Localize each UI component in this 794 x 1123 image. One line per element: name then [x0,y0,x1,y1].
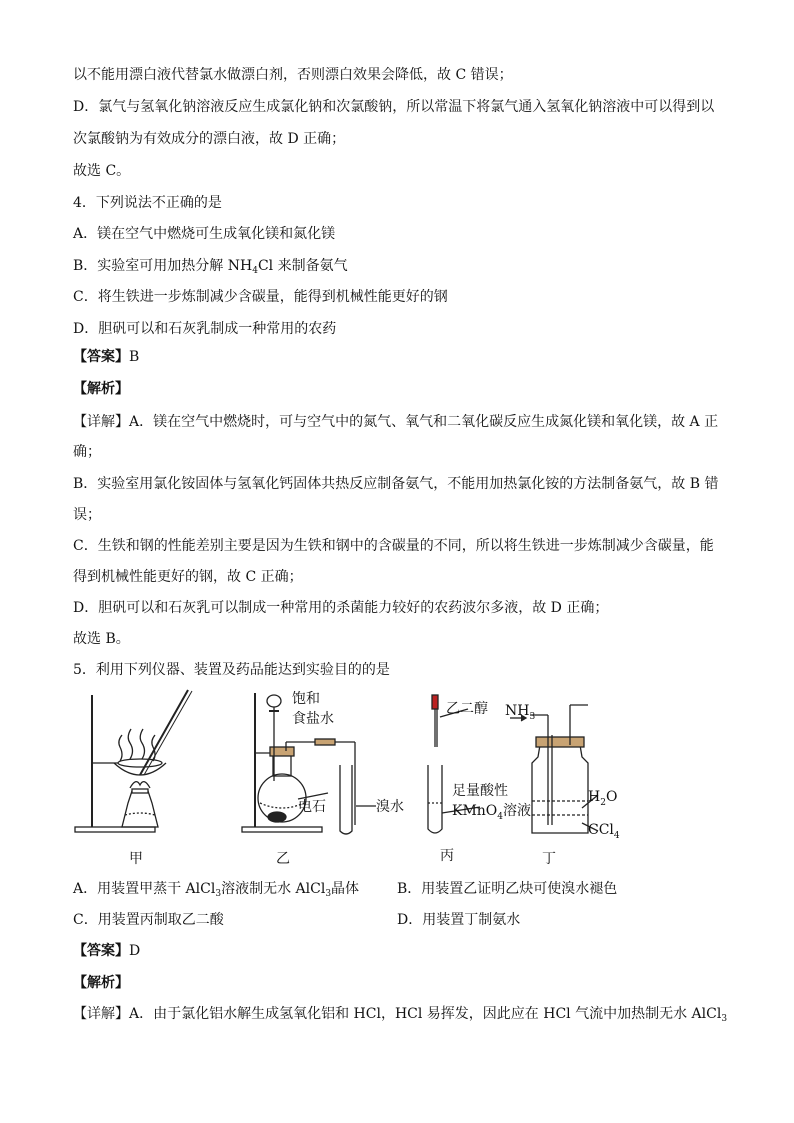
label-jia: 甲 [129,851,143,867]
option-d: D．用装置丁制氨水 [397,912,521,928]
label-dianshi: 电石 [298,799,326,815]
text-line: 得到机械性能更好的钢，故 C 正确； [73,569,303,585]
label-ccl4: CCl$_4$ [588,822,620,841]
answer-line [73,348,139,366]
label-zuliang: 足量酸性 [452,783,508,799]
text-line: D．氯气与氢氧化钠溶液反应生成氯化钠和次氯酸钠，所以常温下将氯气通入氢氧化钠溶液中可以得到以 [73,99,715,115]
label-kmno4: KMnO$_4$溶液 [452,803,532,822]
text-line: 以不能用漂白液代替氯水做漂白剂，否则漂白效果会降低，故 C 错误； [73,67,513,83]
label-yierchun: 乙二醇 [446,701,488,717]
apparatus-figure [70,685,650,870]
label-xiushui: 溴水 [376,799,404,815]
label-baohe: 饱和 [292,691,320,707]
text-line: 【详解】A．镁在空气中燃烧时，可与空气中的氮气、氧气和二氧化碳反应生成氮化镁和氧化镁，故 A 正 [73,414,719,430]
text-line: D．胆矾可以和石灰乳可以制成一种常用的杀菌能力较好的农药波尔多液，故 D 正确； [73,600,609,616]
option-c: C．将生铁进一步炼制减少含碳量，能得到机械性能更好的钢 [73,289,448,305]
label-bing: 丙 [440,848,454,864]
analysis-tag: 【解析】 [73,975,129,991]
analysis-tag: 【解析】 [73,381,129,397]
option-c: C．用装置丙制取乙二酸 [73,912,224,928]
text-line: B．实验室用氯化铵固体与氢氧化钙固体共热反应制备氨气，不能用加热氯化铵的方法制备氨气，故 B 错 [73,476,719,492]
text-line: 误； [73,507,101,523]
label-yi: 乙 [276,851,290,867]
text-line: 确； [73,444,101,460]
answer-tag: 【答案】 [73,349,129,365]
question-stem: 4．下列说法不正确的是 [73,195,222,211]
label-nh3: $NH_3$ [505,703,536,722]
option-d: D．胆矾可以和石灰乳制成一种常用的农药 [73,321,337,337]
answer-tag: 【答案】 [73,943,129,959]
option-a: A．用装置甲蒸干 AlCl$_3$溶液制无水 AlCl$_3$晶体 [73,881,360,899]
label-shiyanshui: 食盐水 [292,711,334,727]
text-line: 次氯酸钠为有效成分的漂白液，故 D 正确； [73,131,346,147]
answer-value: D [129,943,141,959]
label-h2o: $H_2O$ [588,789,618,808]
question-stem: 5．利用下列仪器、装置及药品能达到实验目的的是 [73,662,390,678]
text-line: 【详解】A．由于氯化铝水解生成氢氧化铝和 HCl，HCl 易挥发，因此应在 HCl 气流中加热制无水 AlCl$_3$ [73,1006,728,1024]
text-line: 故选 C。 [73,163,131,179]
apparatus-jia [75,690,192,832]
option-a: A．镁在空气中燃烧可生成氧化镁和氮化镁 [73,226,336,242]
text-line: 故选 B。 [73,631,130,647]
label-ding: 丁 [542,851,556,867]
option-b: B．实验室可用加热分解 $NH_4Cl$ 来制备氨气 [73,258,348,276]
answer-value: B [129,349,140,365]
apparatus-bing [428,695,442,833]
text-line: C．生铁和钢的性能差别主要是因为生铁和钢中的含碳量的不同，所以将生铁进一步炼制减少含碳量，能 [73,538,714,554]
option-b: B．用装置乙证明乙炔可使溴水褪色 [397,881,618,897]
answer-line [73,942,140,960]
